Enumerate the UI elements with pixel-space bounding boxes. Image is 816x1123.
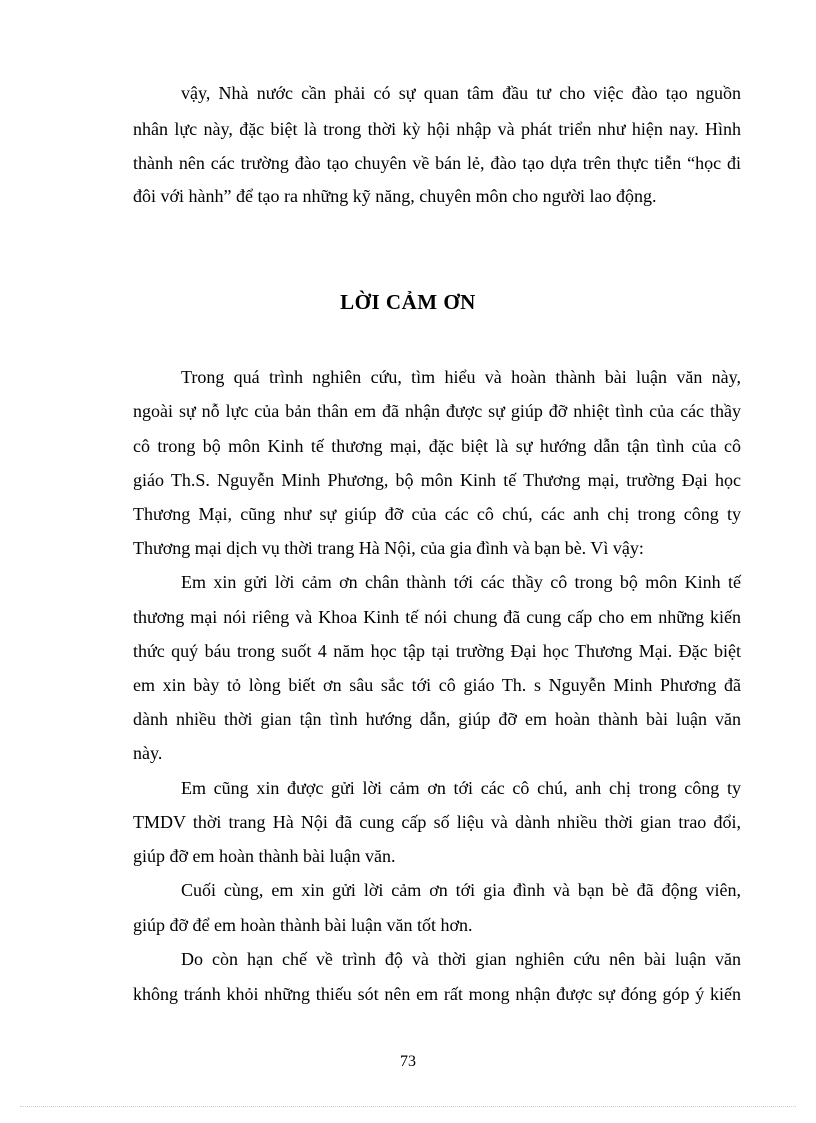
paragraph-line: nhân lực này, đặc biệt là trong thời kỳ hội nhập và phát triển như hiện nay. Hình [133,119,741,139]
paragraph-line: cô trong bộ môn Kinh tế thương mại, đặc biệt là sự hướng dẫn tận tình của cô [133,436,741,456]
paragraph-line: vậy, Nhà nước cần phải có sự quan tâm đầu tư cho việc đào tạo nguồn [181,83,741,103]
paragraph-line: Trong quá trình nghiên cứu, tìm hiểu và hoàn thành bài luận văn này, [181,367,741,387]
paragraph-line: thức quý báu trong suốt 4 năm học tập tại trường Đại học Thương Mại. Đặc biệt [133,641,741,661]
paragraph-line: Em cũng xin được gửi lời cảm ơn tới các cô chú, anh chị trong công ty [181,778,741,798]
paragraph-line: thành nên các trường đào tạo chuyên về bán lẻ, đào tạo dựa trên thực tiễn “học đi [133,153,741,173]
paragraph-line: Em xin gửi lời cảm ơn chân thành tới các thầy cô trong bộ môn Kinh tế [181,572,741,592]
paragraph-line: này. [133,743,163,763]
paragraph-line: Thương mại dịch vụ thời trang Hà Nội, của gia đình và bạn bè. Vì vậy: [133,538,644,558]
paragraph-line: dành nhiều thời gian tận tình hướng dẫn, giúp đỡ em hoàn thành bài luận văn [133,709,741,729]
paragraph-line: thương mại nói riêng và Khoa Kinh tế nói chung đã cung cấp cho em những kiến [133,607,741,627]
paragraph-line: giúp đỡ để em hoàn thành bài luận văn tốt hơn. [133,915,473,935]
paragraph-line: ngoài sự nỗ lực của bản thân em đã nhận được sự giúp đỡ nhiệt tình của các thầy [133,401,741,421]
paragraph-line: giúp đỡ em hoàn thành bài luận văn. [133,846,396,866]
paragraph-line: em xin bày tỏ lòng biết ơn sâu sắc tới cô giáo Th. s Nguyễn Minh Phương đã [133,675,741,695]
paragraph-line: giáo Th.S. Nguyễn Minh Phương, bộ môn Kinh tế Thương mại, trường Đại học [133,470,741,490]
paragraph-line: không tránh khỏi những thiếu sót nên em rất mong nhận được sự đóng góp ý kiến [133,984,741,1004]
paragraph-line: Do còn hạn chế về trình độ và thời gian nghiên cứu nên bài luận văn [181,949,741,969]
paragraph-line: đôi với hành” để tạo ra những kỹ năng, chuyên môn cho người lao động. [133,186,657,206]
page-title: LỜI CẢM ƠN [340,290,476,314]
paragraph-line: Cuối cùng, em xin gửi lời cảm ơn tới gia đình và bạn bè đã động viên, [181,880,741,900]
page-number: 73 [400,1053,416,1070]
page-bottom-divider [20,1106,796,1107]
paragraph-line: Thương Mại, cũng như sự giúp đỡ của các cô chú, các anh chị trong công ty [133,504,741,524]
paragraph-line: TMDV thời trang Hà Nội đã cung cấp số liệu và dành nhiều thời gian trao đổi, [133,812,741,832]
